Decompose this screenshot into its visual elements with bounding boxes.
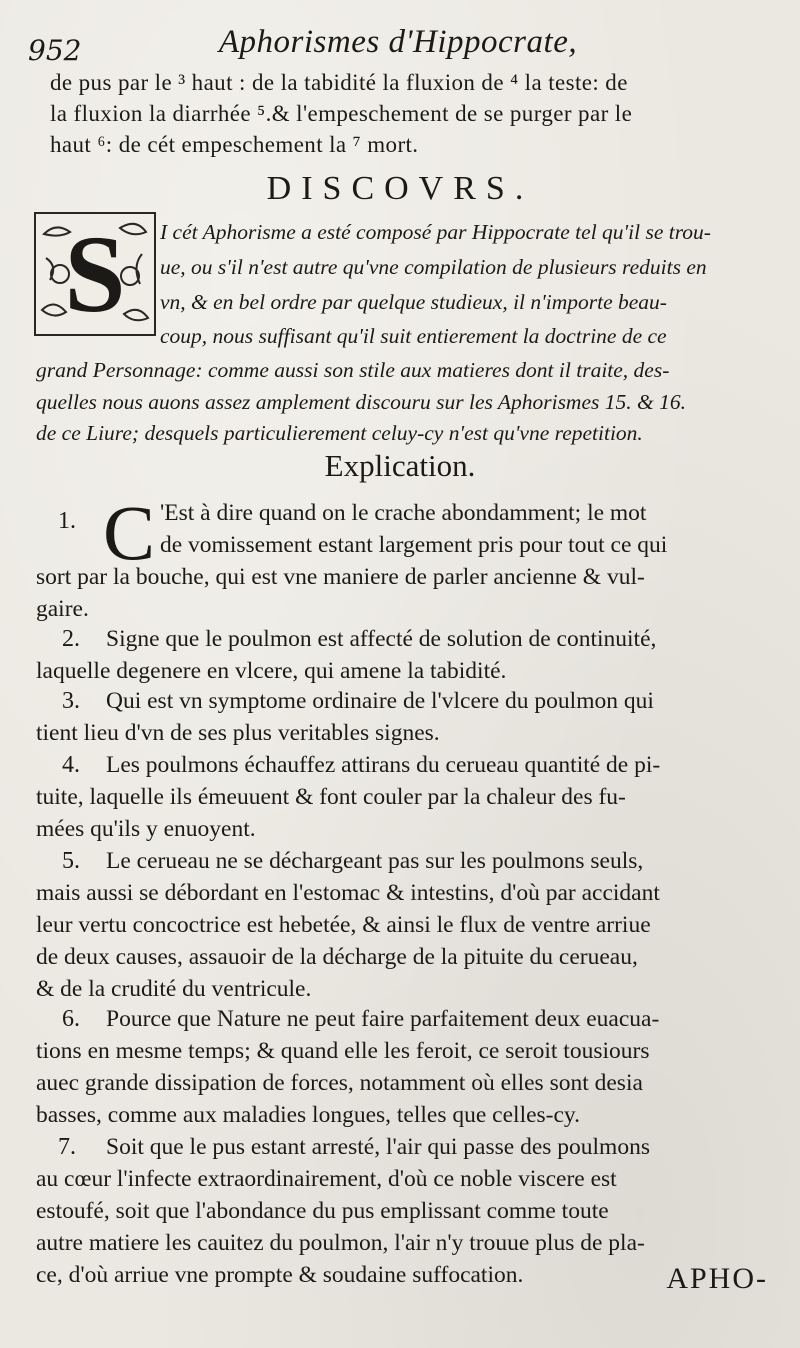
explication-line: laquelle degenere en vlcere, qui amene la tabidité. [36,658,507,684]
item-number: 4. [62,752,80,778]
explication-line: Qui est vn symptome ordinaire de l'vlcere du poulmon qui [106,688,654,714]
explication-line: tient lieu d'vn de ses plus veritables signes. [36,720,440,746]
explication-line: ce, d'où arriue vne prompte & soudaine suffocation. [36,1262,524,1288]
item-number: 1. [58,508,76,534]
catchword: APHO- [666,1262,768,1295]
explication-line: auec grande dissipation de forces, notamment où elles sont desia [36,1070,643,1096]
explication-line: sort par la bouche, qui est vne maniere de parler ancienne & vul- [36,564,645,590]
discours-line: ue, ou s'il n'est autre qu'vne compilation de plusieurs reduits en [160,255,707,279]
drop-cap-letter: S [64,213,126,335]
explication-line: mées qu'ils y enuoyent. [36,816,256,842]
running-title: Aphorismes d'Hippocrate, [218,24,578,60]
discours-line: vn, & en bel ordre par quelque studieux, il n'importe beau- [160,290,667,314]
page-header [28,24,772,68]
explication-line: gaire. [36,596,89,622]
item-number: 7. [58,1134,76,1160]
intro-line: de pus par le ³ haut : de la tabidité la fluxion de ⁴ la teste: de [50,70,628,95]
intro-line: la fluxion la diarrhée ⁵.& l'empeschement de se purger par le [50,101,633,126]
item-number: 3. [62,688,80,714]
explication-line: 'Est à dire quand on le crache abondamment; le mot [160,500,647,526]
explication-line: basses, comme aux maladies longues, telles que celles-cy. [36,1102,581,1128]
discours-line: grand Personnage: comme aussi son stile aux matieres dont il traite, des- [36,358,670,382]
explication-heading: Explication. [324,448,476,483]
explication-line: & de la crudité du ventricule. [36,976,312,1002]
explication-line: au cœur l'infecte extraordinairement, d'où ce noble viscere est [36,1166,617,1192]
explication-line: tuite, laquelle ils émeuuent & font couler par la chaleur des fu- [36,784,626,810]
explication-line: tions en mesme temps; & quand elle les feroit, ce seroit tousiours [36,1038,650,1064]
intro-line: haut ⁶: de cét empeschement la ⁷ mort. [50,132,419,157]
explication-line: de deux causes, assauoir de la décharge de la pituite du cerueau, [36,944,638,970]
explication-line: mais aussi se débordant en l'estomac & intestins, d'où par accidant [36,880,660,906]
item-number: 6. [62,1006,80,1032]
explication-line: Le cerueau ne se déchargeant pas sur les poulmons seuls, [106,848,644,874]
item-number: 2. [62,626,80,652]
discours-line: de ce Liure; desquels particulierement celuy-cy n'est qu'vne repetition. [36,421,643,445]
discours-line: I cét Aphorisme a esté composé par Hippocrate tel qu'il se trou- [160,220,711,244]
initial-letter: C [103,489,156,576]
explication-line: Pource que Nature ne peut faire parfaitement deux euacua- [106,1006,660,1032]
explication-line: Signe que le poulmon est affecté de solution de continuité, [106,626,657,652]
explication-line: Soit que le pus estant arresté, l'air qui passe des poulmons [106,1134,650,1160]
discours-heading: DISCOVRS. [266,170,534,207]
item-number: 5. [62,848,80,874]
explication-line: estoufé, soit que l'abondance du pus emplissant comme toute [36,1198,609,1224]
explication-line: Les poulmons échauffez attirans du cerueau quantité de pi- [106,752,661,778]
ornamental-drop-cap [34,212,156,336]
explication-line: autre matiere les cauitez du poulmon, l'air n'y trouue plus de pla- [36,1230,645,1256]
page-number: 952 [28,34,82,67]
explication-line: leur vertu concoctrice est hebetée, & ainsi le flux de ventre arriue [36,912,651,938]
discours-line: quelles nous auons assez amplement discouru sur les Aphorismes 15. & 16. [36,390,686,414]
explication-line: de vomissement estant largement pris pour tout ce qui [160,532,668,558]
discours-line: coup, nous suffisant qu'il suit entierement la doctrine de ce [160,324,667,348]
